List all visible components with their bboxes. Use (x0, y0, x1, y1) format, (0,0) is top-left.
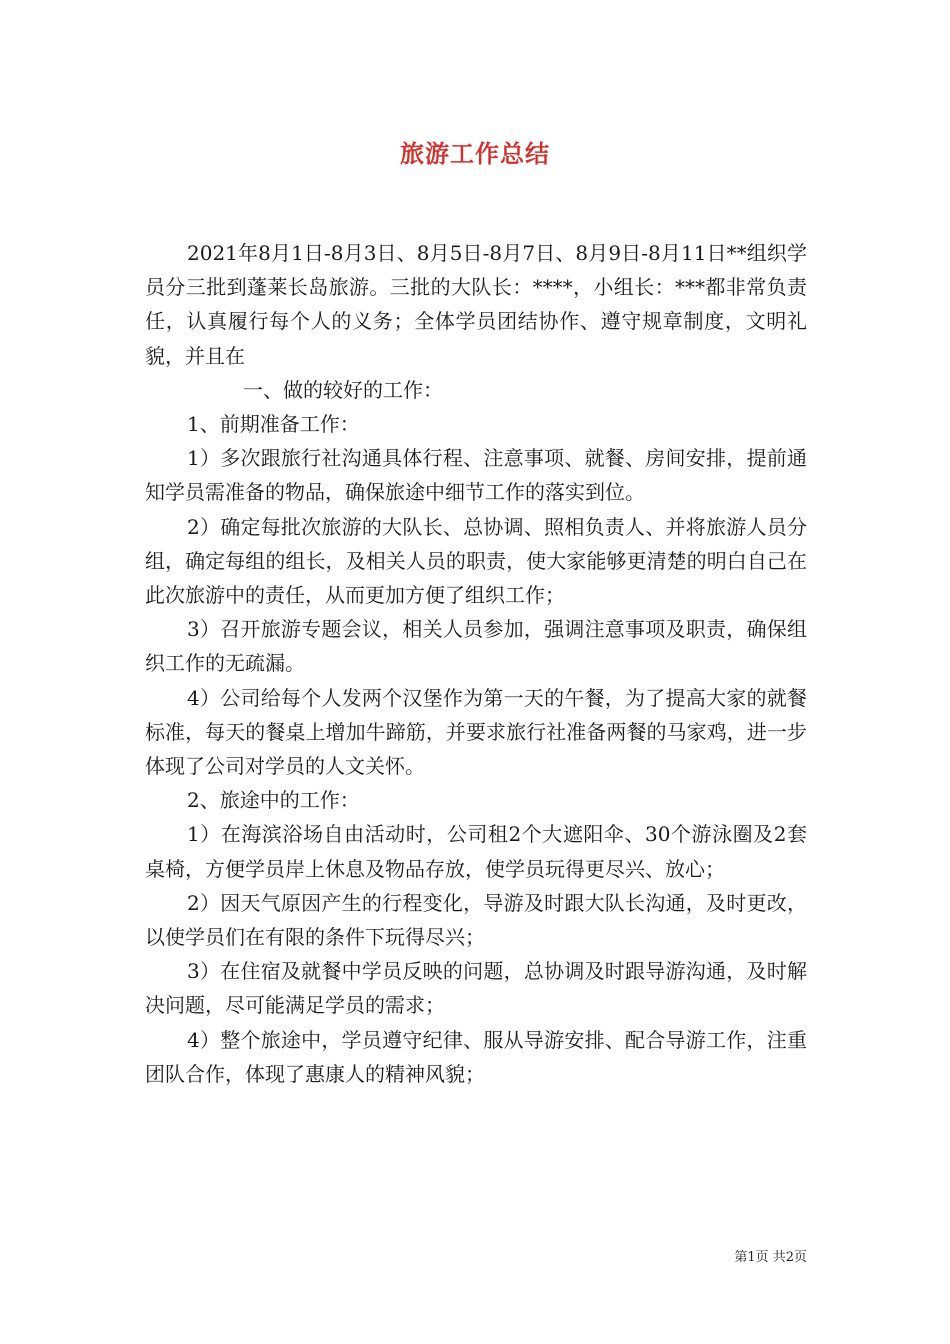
list-item: 1）在海滨浴场自由活动时，公司租2个大遮阳伞、30个游泳圈及2套桌椅，方便学员岸上休息及物品存放，使学员玩得更尽兴、放心； (145, 822, 807, 881)
list-item: 3）召开旅游专题会议，相关人员参加，强调注意事项及职责，确保组织工作的无疏漏。 (145, 617, 807, 676)
page-number-footer: 第1页 共2页 (734, 1250, 807, 1265)
list-item: 4）整个旅途中，学员遵守纪律、服从导游安排、配合导游工作，注重团队合作，体现了惠康人的精神风貌； (145, 1027, 807, 1086)
list-item: 1）多次跟旅行社沟通具体行程、注意事项、就餐、房间安排，提前通知学员需准备的物品，确保旅途中细节工作的落实到位。 (145, 446, 807, 505)
list-item: 2）确定每批次旅游的大队长、总协调、照相负责人、并将旅游人员分组，确定每组的组长，及相关人员的职责，使大家能够更清楚的明白自己在此次旅游中的责任，从而更加方便了组织工作； (145, 514, 807, 608)
list-item: 4）公司给每个人发两个汉堡作为第一天的午餐，为了提高大家的就餐标准，每天的餐桌上增加牛蹄筋，并要求旅行社准备两餐的马家鸡，进一步体现了公司对学员的人文关怀。 (145, 685, 807, 779)
document-title: 旅游工作总结 (400, 139, 550, 168)
intro-paragraph: 2021年8月1日-8月3日、8月5日-8月7日、8月9日-8月11日**组织学员分三批到蓬莱长岛旅游。三批的大队长：****，小组长：***都非常负责任，认真履行每个人的义务；全体学员团结协作、遵守规章制度，文明礼貌，并且在 (145, 241, 807, 368)
subsection-heading-preparation: 1、前期准备工作： (187, 412, 360, 437)
section-heading-good-work: 一、做的较好的工作： (243, 377, 443, 402)
list-item: 3）在住宿及就餐中学员反映的问题，总协调及时跟导游沟通，及时解决问题，尽可能满足学员的需求； (145, 959, 807, 1018)
list-item: 2）因天气原因产生的行程变化，导游及时跟大队长沟通，及时更改，以使学员们在有限的条件下玩得尽兴； (145, 890, 807, 950)
document-body (145, 236, 807, 1091)
subsection-heading-during-trip: 2、旅途中的工作： (187, 788, 360, 813)
